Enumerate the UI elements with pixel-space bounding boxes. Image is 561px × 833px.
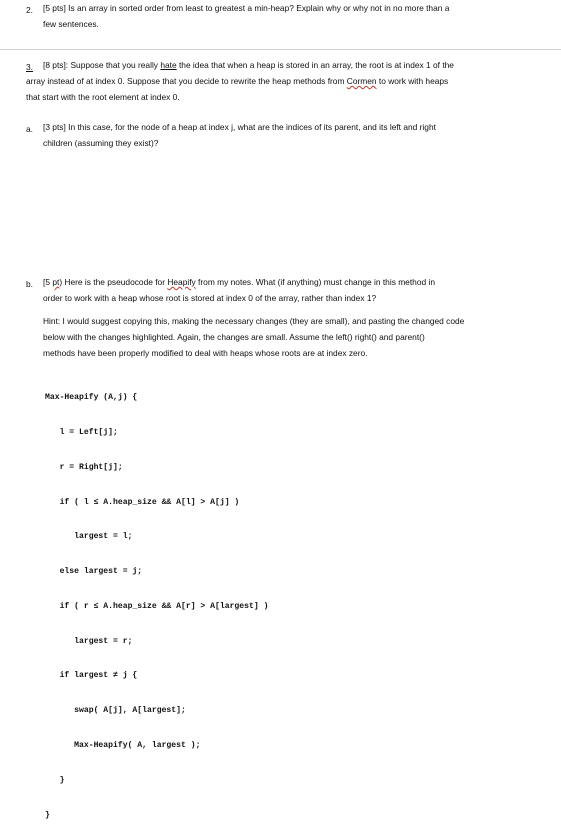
q3-line2-pre: array instead of at index 0. Suppose that you decide to rewrite the heap methods from bbox=[26, 76, 347, 86]
qb-label: b. bbox=[26, 279, 33, 289]
qa-label: a. bbox=[26, 124, 33, 134]
code-line-3: r = Right[j]; bbox=[45, 462, 123, 472]
cormen-word: Cormen bbox=[346, 76, 377, 86]
q3-line2-post: to work with heaps bbox=[376, 76, 449, 86]
q3-line1-post: the idea that when a heap is stored in an array, the root is at index 1 of the bbox=[176, 60, 454, 70]
code-line-12: } bbox=[45, 775, 65, 785]
qb-line1-mid: ) Here is the pseudocode for bbox=[59, 277, 168, 287]
code-line-7: if ( r ≤ A.heap_size && A[r] > A[largest] ) bbox=[45, 601, 269, 611]
pt-word: pt bbox=[52, 277, 60, 287]
hint-line3: methods have been properly modified to deal with heaps whose roots are at index zero. bbox=[43, 348, 368, 358]
code-line-10: swap( A[j], A[largest]; bbox=[45, 706, 186, 716]
qb-line1 bbox=[43, 274, 435, 290]
qb-line1-pre: [5 bbox=[43, 277, 53, 287]
qa-line2: children (assuming they exist)? bbox=[43, 138, 159, 148]
section-divider bbox=[0, 49, 561, 50]
q2-line2: few sentences. bbox=[43, 19, 99, 29]
pseudocode-block bbox=[45, 369, 268, 833]
code-line-8: largest = r; bbox=[45, 636, 133, 646]
code-line-2: l = Left[j]; bbox=[45, 427, 118, 437]
code-line-4: if ( l ≤ A.heap_size && A[l] > A[j] ) bbox=[45, 497, 240, 507]
hint-line2: below with the changes highlighted. Again, the changes are small. Assume the left() right() and parent() bbox=[43, 332, 425, 342]
q3-line1 bbox=[43, 57, 454, 73]
q2-line1: [5 pts] Is an array in sorted order from least to greatest a min-heap? Explain why or why not in no more than a bbox=[43, 3, 450, 13]
q3-line3: that start with the root element at index 0. bbox=[26, 92, 180, 102]
code-line-5: largest = l; bbox=[45, 532, 133, 542]
code-line-11: Max-Heapify( A, largest ); bbox=[45, 741, 201, 750]
code-line-9: if largest ≠ j { bbox=[45, 671, 138, 681]
hint-line1: Hint: I would suggest copying this, making the necessary changes (they are small), and pasting the changed code bbox=[43, 316, 465, 326]
qb-line1-post: from my notes. What (if anything) must change in this method in bbox=[195, 277, 435, 287]
code-line-1: Max-Heapify (A,j) { bbox=[45, 393, 138, 403]
code-line-13: } bbox=[45, 810, 50, 820]
code-line-6: else largest = j; bbox=[45, 567, 143, 577]
q3-line1-pre: [8 pts]: Suppose that you really bbox=[43, 60, 161, 70]
heapify-word: Heapify bbox=[167, 277, 196, 287]
qb-line2: order to work with a heap whose root is stored at index 0 of the array, rather than index 1? bbox=[43, 293, 377, 303]
qa-line1: [3 pts] In this case, for the node of a heap at index j, what are the indices of its parent, and its left and right bbox=[43, 122, 436, 132]
q2-number: 2. bbox=[26, 5, 33, 15]
hate-word: hate bbox=[160, 60, 177, 70]
q3-number: 3. bbox=[26, 62, 33, 72]
q3-line2 bbox=[26, 73, 448, 89]
